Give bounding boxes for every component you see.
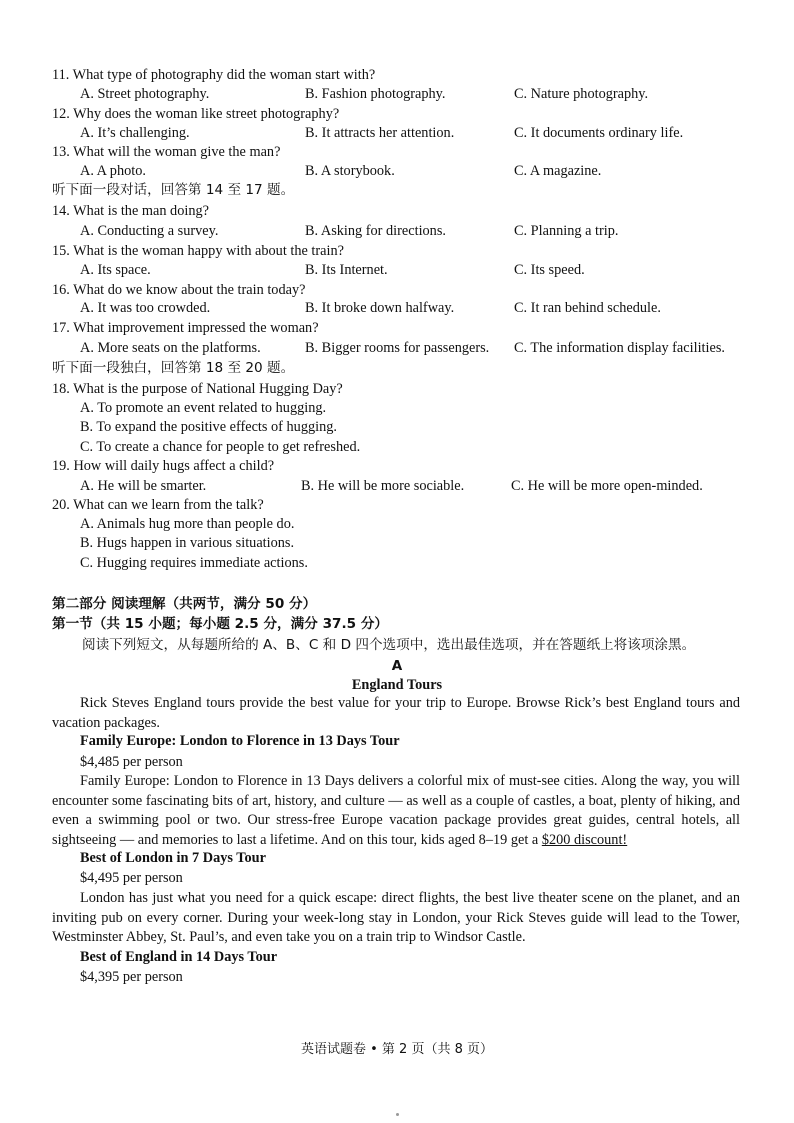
intro-text: Rick Steves England tours provide the best value for your trip to Europe. Browse Rick’s best England tours and vacation packages. (52, 695, 740, 731)
q12-stem: 12. Why does the woman like street photography? (52, 106, 340, 122)
q12-option-b: B. It attracts her attention. (305, 125, 455, 141)
q11-option-c: C. Nature photography. (514, 86, 649, 102)
q20-option-c: C. Hugging requires immediate actions. (80, 555, 308, 571)
tour2-description (52, 889, 740, 948)
tour1-desc-text: Family Europe: London to Florence in 13 Days delivers a colorful mix of must-see cities. Along the way, you will encounter some fascinating bits of art, history, and culture — as well as a couple of castles, a boat, plenty of hiking, and even a swimming pool or two. Our stress-free Europe vacation package provides great guides, central hotels, all sightseeing — and memories to last a lifetime. And on this tour, kids aged 8–19 get a (52, 773, 740, 848)
tour3-price: $4,395 per person (80, 969, 183, 985)
tour1-name: Family Europe: London to Florence in 13 Days Tour (80, 733, 400, 749)
q19-option-b: B. He will be more sociable. (301, 478, 465, 494)
part2-title: 第二部分 阅读理解（共两节，满分 50 分） (52, 596, 317, 612)
q13-option-c: C. A magazine. (514, 163, 602, 179)
q11-option-a: A. Street photography. (80, 86, 210, 102)
q12-option-a: A. It’s challenging. (80, 125, 190, 141)
q15-option-b: B. Its Internet. (305, 262, 388, 278)
q17-option-a: A. More seats on the platforms. (80, 340, 261, 356)
q15-option-c: C. Its speed. (514, 262, 585, 278)
q19-stem: 19. How will daily hugs affect a child? (52, 458, 275, 474)
q17-stem: 17. What improvement impressed the woman? (52, 320, 319, 336)
q20-option-b: B. Hugs happen in various situations. (80, 535, 295, 551)
q11-stem: 11. What type of photography did the woman start with? (52, 67, 376, 83)
q11-option-b: B. Fashion photography. (305, 86, 446, 102)
q16-option-b: B. It broke down halfway. (305, 300, 455, 316)
q18-option-c: C. To create a chance for people to get refreshed. (80, 439, 361, 455)
q12-option-c: C. It documents ordinary life. (514, 125, 684, 141)
instruction-14-17: 听下面一段对话，回答第 14 至 17 题。 (52, 182, 295, 198)
tour3-name: Best of England in 14 Days Tour (80, 949, 278, 965)
q14-option-a: A. Conducting a survey. (80, 223, 219, 239)
q14-stem: 14. What is the man doing? (52, 203, 209, 219)
scan-mark (396, 1113, 399, 1116)
tour1-discount: $200 discount! (541, 831, 628, 848)
q16-stem: 16. What do we know about the train today? (52, 282, 306, 298)
passage-letter: A (391, 658, 403, 674)
q14-option-b: B. Asking for directions. (305, 223, 446, 239)
tour1-description (52, 772, 740, 850)
tour2-name: Best of London in 7 Days Tour (80, 850, 266, 866)
passage-title: England Tours (351, 677, 443, 693)
q20-option-a: A. Animals hug more than people do. (80, 516, 295, 532)
tour2-desc-text: London has just what you need for a quick escape: direct flights, the best live theater scene on the planet, and an inviting pub on every corner. During your week-long stay in London, your Rick Steves guide will lead to the Tower, Westminster Abbey, St. Paul’s, and even take you on a train trip to Windsor Castle. (52, 890, 740, 946)
instruction-18-20: 听下面一段独白，回答第 18 至 20 题。 (52, 360, 295, 376)
q17-option-c: C. The information display facilities. (514, 340, 725, 356)
tour2-price: $4,495 per person (80, 870, 183, 886)
passage-intro (52, 694, 740, 733)
q13-option-a: A. A photo. (80, 163, 146, 179)
q18-option-b: B. To expand the positive effects of hugging. (80, 419, 337, 435)
q19-option-a: A. He will be smarter. (80, 478, 207, 494)
q16-option-a: A. It was too crowded. (80, 300, 211, 316)
section1-title: 第一节（共 15 小题；每小题 2.5 分，满分 37.5 分） (52, 616, 389, 632)
q17-option-b: B. Bigger rooms for passengers. (305, 340, 490, 356)
reading-instruction: 阅读下列短文，从每题所给的 A、B、C 和 D 四个选项中，选出最佳选项，并在答题纸上将该项涂黑。 (82, 637, 696, 653)
q13-option-b: B. A storybook. (305, 163, 395, 179)
q19-option-c: C. He will be more open-minded. (511, 478, 703, 494)
page-footer: 英语试题卷 • 第 2 页（共 8 页） (300, 1042, 493, 1057)
q15-stem: 15. What is the woman happy with about the train? (52, 243, 344, 259)
q14-option-c: C. Planning a trip. (514, 223, 619, 239)
q15-option-a: A. Its space. (80, 262, 151, 278)
q18-stem: 18. What is the purpose of National Hugging Day? (52, 381, 343, 397)
q18-option-a: A. To promote an event related to hugging. (80, 400, 327, 416)
q13-stem: 13. What will the woman give the man? (52, 144, 281, 160)
q16-option-c: C. It ran behind schedule. (514, 300, 661, 316)
q20-stem: 20. What can we learn from the talk? (52, 497, 264, 513)
tour1-price: $4,485 per person (80, 754, 183, 770)
